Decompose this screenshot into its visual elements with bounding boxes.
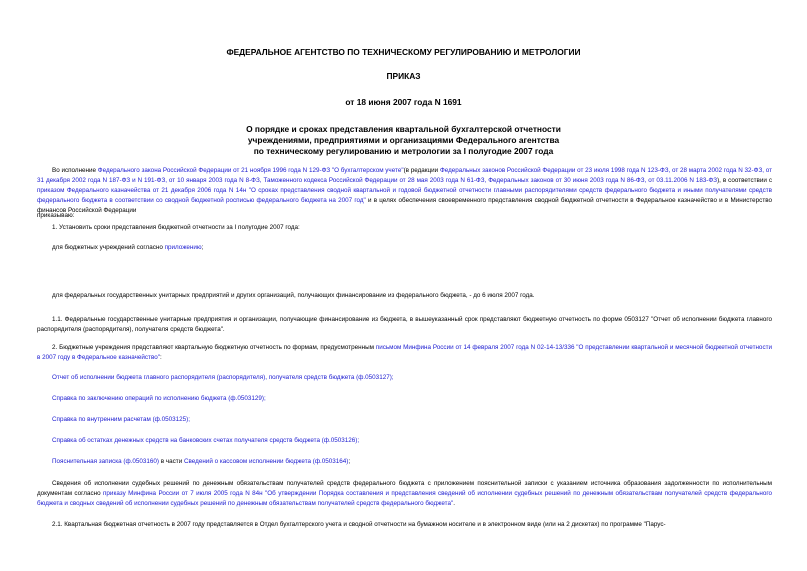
order-word: приказываю: (37, 212, 75, 219)
form-link-0503127[interactable]: Отчет об исполнении бюджета главного распорядителя (распорядителя), получателя средств бюджета (ф.0503127); (52, 374, 394, 381)
document-title: О порядке и сроках представления квартальной бухгалтерской отчетности учреждениями, предприятиями и организациями Федерального агентства по техническому регулированию и метрологии за I полугодие 2007 года (246, 124, 561, 156)
explanatory-note-link[interactable]: Пояснительная записка (ф.0503160) (52, 458, 160, 465)
item-1a: для бюджетных учреждений согласно приложению; (52, 244, 204, 251)
doc-type-heading: ПРИКАЗ (386, 71, 421, 81)
intro-paragraph: Во исполнение Федерального закона Российской Федерации от 21 ноября 1996 года N 129-ФЗ "О бухгалтерском учете"(в редакции Федеральных законов Российской Федерации от 23 июля 1998 года N 123-ФЗ, от 28 марта 2002 года N 32-ФЗ, от 31 декабря 2002 года N 187-ФЗ и N 191-ФЗ, от 10 января 2003 года N 8-ФЗ, Таможенного кодекса Российской Федерации от 28 мая 2003 года N 61-ФЗ, Федеральных законов от 30 июня 2003 года N 86-ФЗ, от 03.11.2006 N 183-ФЗ), в соответствии с приказом Федерального казначейства от 21 декабря 2006 года N 14н "О сроках представления сводной квартальной и годовой бюджетной отчетности главными распорядителями средств федерального бюджета и иными получателями средств федерального бюджета в соответствии со сводной бюджетной росписью федерального бюджета на 2007 год" и в целях обеспечения своевременного представления сводной бюджетной отчетности в Федеральное казначейство и в Министерство финансов Российской Федерации (37, 167, 772, 214)
item-2-1: 2.1. Квартальная бюджетная отчетность в 2007 году представляется в Отдел бухгалтерского учета и сводной отчетности на бумажном носителе и в электронном виде (или на 2 дискетах) по программе "Парус- (52, 521, 666, 528)
item-1b: для федеральных государственных унитарных предприятий и других организаций, получающих финансирование из федерального бюджета, - до 6 июля 2007 года. (52, 292, 535, 299)
date-number: от 18 июня 2007 года N 1691 (345, 97, 462, 107)
agency-heading: ФЕДЕРАЛЬНОЕ АГЕНТСТВО ПО ТЕХНИЧЕСКОМУ РЕГУЛИРОВАНИЮ И МЕТРОЛОГИИ (226, 47, 581, 57)
federal-law-link[interactable]: Федерального закона Российской Федерации от 21 ноября 1996 года N 129-ФЗ "О бухгалтерском учете" (97, 167, 404, 174)
item-1: 1. Установить сроки представления бюджетной отчетности за I полугодие 2007 года: (52, 224, 300, 231)
form-link-0503125[interactable]: Справка по внутренним расчетам (ф.0503125); (52, 416, 190, 423)
minfin-order-84n-link[interactable]: приказу Минфина России от 7 июля 2005 года N 84н "Об утверждении Порядка составления и представления сведений об исполнении судебных решений по денежным обязательствам получателей средств федерального бюджета и сводных сведений об исполнении судебных решений по денежным обязательствам получателей средств федерального бюджета" (37, 490, 772, 507)
federal-laws-amendments-link[interactable]: Федеральных законов Российской Федерации от 23 июля 1998 года N 123-ФЗ, от 28 марта 2002 года N 32-ФЗ, от 31 декабря 2002 года N 187-ФЗ и N 191-ФЗ, от 10 января 2003 года N 8-ФЗ, Таможенного кодекса Российской Федерации от 28 мая 2003 года N 61-ФЗ, Федеральных законов от 30 июня 2003 года N 86-ФЗ, от 03.11.2006 N 183-ФЗ (37, 167, 772, 184)
item-2: 2. Бюджетные учреждения представляют квартальную бюджетную отчетность по формам, предусмотренным письмом Минфина России от 14 февраля 2007 года N 02-14-13/336 "О представлении квартальной и месячной бюджетной отчетности в 2007 году в Федеральное казначейство": (37, 344, 772, 361)
item-1-1: 1.1. Федеральные государственные унитарные предприятия и организации, получающие финансирование из бюджета, в вышеуказанный срок представляют бюджетную отчетность по форме 0503127 "Отчет об исполнении бюджета главного распорядителя (распорядителя), получателя средств бюджета". (37, 316, 772, 333)
treasury-order-link[interactable]: приказом Федерального казначейства от 21 декабря 2006 года N 14н "О сроках представления сводной квартальной и годовой бюджетной отчетности главными распорядителями средств федерального бюджета и иными получателями средств федерального бюджета в соответствии со сводной бюджетной росписью федерального бюджета на 2007 год" (37, 187, 772, 204)
form-line-0503160: Пояснительная записка (ф.0503160) в части Сведений о кассовом исполнении бюджета (ф.0503164); (52, 458, 351, 465)
form-link-0503126[interactable]: Справка об остатках денежных средств на банковских счетах получателя средств бюджета (ф.0503126); (52, 437, 360, 444)
cash-execution-link[interactable]: Сведений о кассовом исполнении бюджета (ф.0503164) (183, 458, 349, 465)
minfin-letter-link[interactable]: письмом Минфина России от 14 февраля 2007 года N 02-14-13/336 "О представлении квартальной и месячной бюджетной отчетности в 2007 году в Федеральное казначейство" (37, 344, 772, 361)
form-link-0503129[interactable]: Справка по заключению операций по исполнению бюджета (ф.0503129); (52, 395, 266, 402)
appendix-link[interactable]: приложению (164, 244, 202, 251)
court-decisions-paragraph: Сведения об исполнении судебных решений по денежным обязательствам получателей средств федерального бюджета с приложением пояснительной записки с указанием источника образования задолженности по исполнительным документам согласно приказу Минфина России от 7 июля 2005 года N 84н "Об утверждении Порядка составления и представления сведений об исполнении судебных решений по денежным обязательствам получателей средств федерального бюджета и сводных сведений об исполнении судебных решений по денежным обязательствам получателей средств федерального бюджета". (37, 480, 772, 507)
